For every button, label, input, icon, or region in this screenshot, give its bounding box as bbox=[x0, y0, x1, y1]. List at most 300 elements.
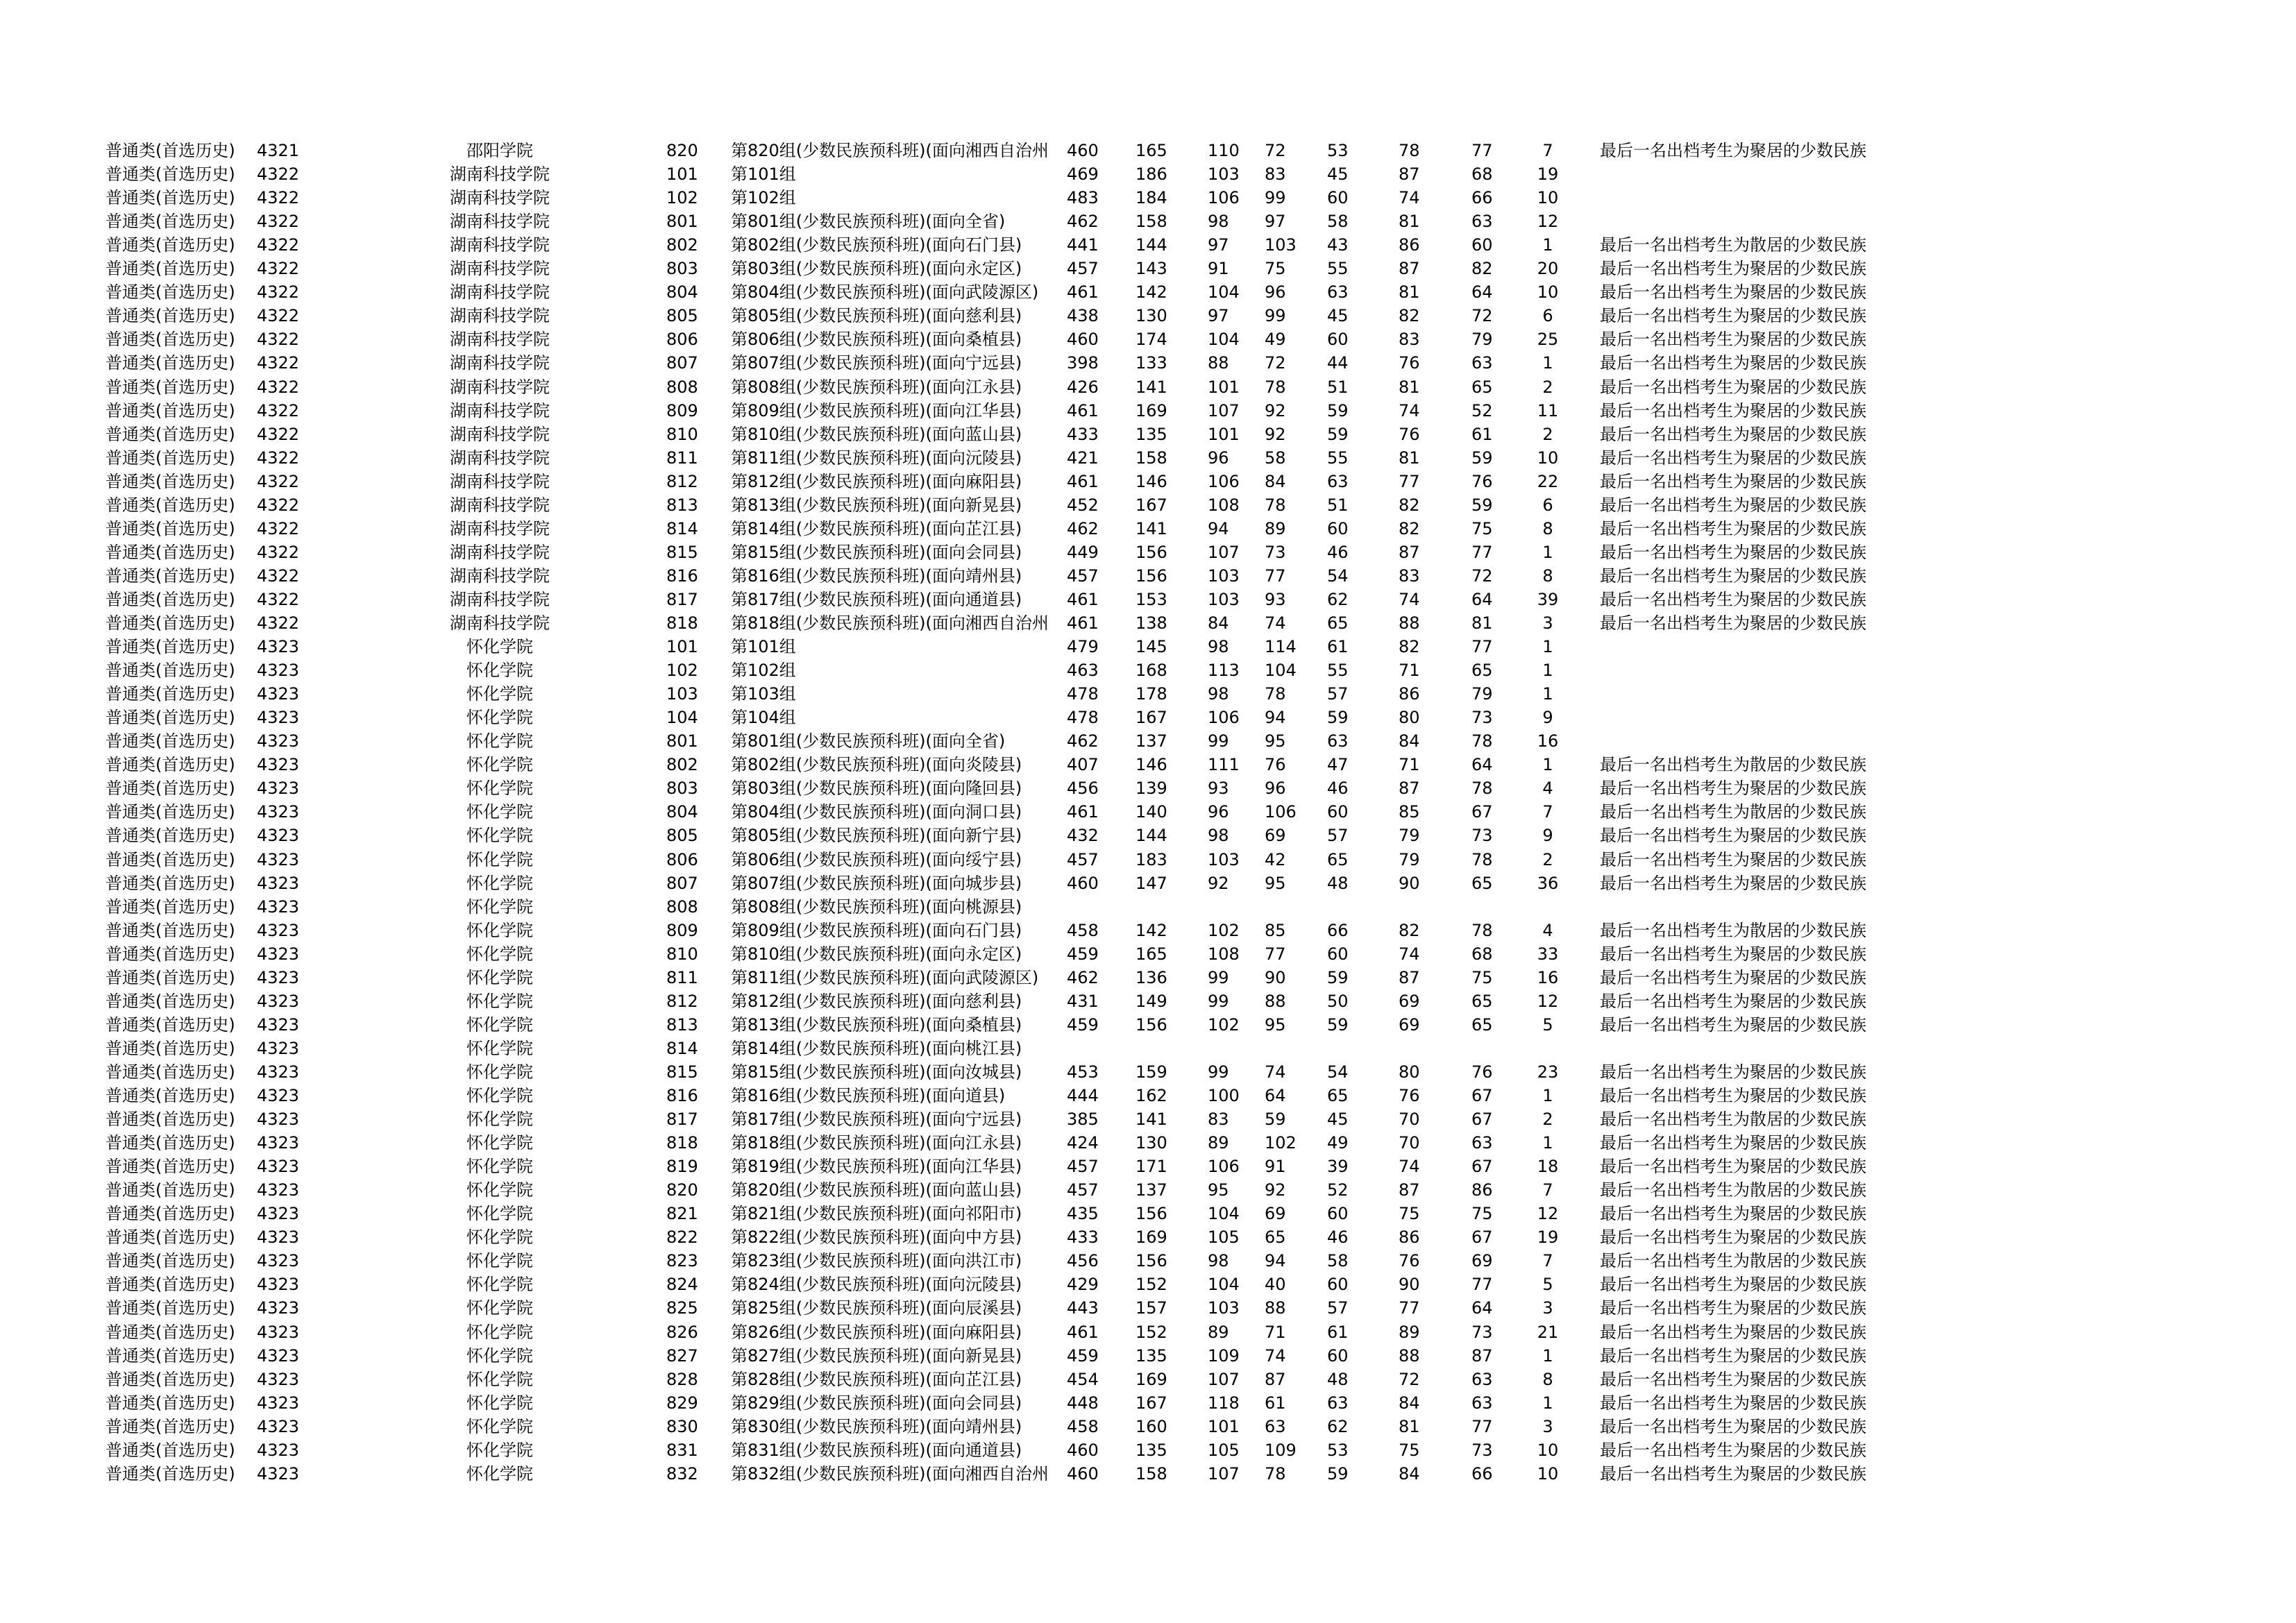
school-code-cell: 4322 bbox=[257, 424, 300, 444]
count-cell: 2 bbox=[1542, 849, 1553, 869]
score-col-7-cell: 75 bbox=[1471, 518, 1493, 538]
category-cell: 普通类(首选历史) bbox=[105, 755, 235, 775]
score-col-4-cell: 85 bbox=[1265, 920, 1286, 940]
score-col-5-cell: 49 bbox=[1327, 1133, 1349, 1153]
total-score-cell: 407 bbox=[1067, 755, 1099, 775]
group-name-cell: 第805组(少数民族预科班)(面向慈利县) bbox=[731, 306, 1022, 326]
score-col-6-cell: 88 bbox=[1399, 1345, 1420, 1366]
total-score-cell: 452 bbox=[1067, 495, 1099, 515]
score-col-3-cell: 104 bbox=[1208, 1275, 1240, 1295]
score-col-4-cell: 93 bbox=[1265, 589, 1286, 609]
remark-cell bbox=[1600, 162, 1891, 186]
category-cell: 普通类(首选历史) bbox=[105, 637, 235, 657]
category-cell: 普通类(首选历史) bbox=[105, 235, 235, 255]
school-code-cell: 4322 bbox=[257, 188, 300, 208]
score-col-5-cell: 61 bbox=[1327, 1322, 1349, 1342]
score-col-7-cell: 65 bbox=[1471, 661, 1493, 681]
remark-cell: 最后一名出档考生为散居的少数民族 bbox=[1600, 1251, 1866, 1271]
school-name-cell: 湖南科技学院 bbox=[450, 448, 550, 468]
group-name-cell: 第815组(少数民族预科班)(面向会同县) bbox=[731, 542, 1022, 562]
total-score-cell: 459 bbox=[1067, 944, 1099, 964]
school-code-cell: 4323 bbox=[257, 731, 300, 751]
score-col-3-cell: 99 bbox=[1208, 731, 1229, 751]
remark-cell: 最后一名出档考生为聚居的少数民族 bbox=[1600, 1393, 1866, 1413]
count-cell: 10 bbox=[1537, 188, 1559, 208]
school-name-cell: 湖南科技学院 bbox=[450, 212, 550, 232]
school-name-cell: 怀化学院 bbox=[466, 637, 533, 657]
table-row bbox=[0, 1273, 2296, 1296]
score-col-2-cell: 169 bbox=[1136, 1227, 1167, 1248]
group-name-cell: 第828组(少数民族预科班)(面向芷江县) bbox=[731, 1369, 1022, 1389]
count-cell: 36 bbox=[1537, 873, 1559, 893]
remark-cell: 最后一名出档考生为散居的少数民族 bbox=[1600, 755, 1866, 775]
score-col-5-cell: 60 bbox=[1327, 518, 1349, 538]
group-code-cell: 810 bbox=[666, 944, 698, 964]
group-name-cell: 第804组(少数民族预科班)(面向武陵源区) bbox=[731, 282, 1039, 303]
score-col-5-cell: 48 bbox=[1327, 873, 1349, 893]
score-col-3-cell: 104 bbox=[1208, 330, 1240, 350]
score-col-6-cell bbox=[1399, 895, 1447, 919]
score-col-7-cell: 76 bbox=[1471, 471, 1493, 491]
remark-cell bbox=[1600, 895, 1891, 919]
score-col-6-cell: 79 bbox=[1399, 826, 1420, 846]
score-col-4-cell: 78 bbox=[1265, 377, 1286, 397]
score-col-7-cell: 63 bbox=[1471, 212, 1493, 232]
score-col-7-cell bbox=[1471, 895, 1520, 919]
school-code-cell: 4323 bbox=[257, 661, 300, 681]
score-col-6-cell: 87 bbox=[1399, 779, 1420, 799]
count-cell: 1 bbox=[1542, 1345, 1553, 1366]
group-code-cell: 102 bbox=[666, 661, 698, 681]
score-col-2-cell: 141 bbox=[1136, 518, 1167, 538]
count-cell: 8 bbox=[1542, 518, 1553, 538]
score-col-3-cell: 107 bbox=[1208, 542, 1240, 562]
count-cell: 8 bbox=[1542, 1369, 1553, 1389]
group-code-cell: 814 bbox=[666, 518, 698, 538]
score-col-2-cell: 137 bbox=[1136, 1180, 1167, 1200]
school-code-cell: 4323 bbox=[257, 1322, 300, 1342]
table-row bbox=[0, 729, 2296, 753]
school-name-cell: 怀化学院 bbox=[466, 1440, 533, 1460]
score-col-6-cell: 74 bbox=[1399, 1157, 1420, 1177]
score-col-3-cell: 110 bbox=[1208, 141, 1240, 160]
school-name-cell: 湖南科技学院 bbox=[450, 613, 550, 633]
score-col-4-cell: 74 bbox=[1265, 1062, 1286, 1082]
category-cell: 普通类(首选历史) bbox=[105, 330, 235, 350]
score-col-6-cell: 87 bbox=[1399, 259, 1420, 279]
score-col-4-cell: 92 bbox=[1265, 1180, 1286, 1200]
total-score-cell: 478 bbox=[1067, 708, 1099, 728]
remark-cell: 最后一名出档考生为聚居的少数民族 bbox=[1600, 1227, 1866, 1248]
school-name-cell: 湖南科技学院 bbox=[450, 542, 550, 562]
group-name-cell: 第812组(少数民族预科班)(面向麻阳县) bbox=[731, 471, 1022, 491]
category-cell: 普通类(首选历史) bbox=[105, 141, 235, 160]
count-cell: 10 bbox=[1537, 448, 1559, 468]
table-row bbox=[0, 375, 2296, 399]
group-name-cell: 第832组(少数民族预科班)(面向湘西自治州 bbox=[731, 1463, 1049, 1484]
school-code-cell: 4323 bbox=[257, 967, 300, 987]
score-col-5-cell: 60 bbox=[1327, 944, 1349, 964]
score-col-7-cell: 73 bbox=[1471, 708, 1493, 728]
school-code-cell: 4322 bbox=[257, 306, 300, 326]
score-col-3-cell: 98 bbox=[1208, 826, 1229, 846]
group-name-cell: 第822组(少数民族预科班)(面向中方县) bbox=[731, 1227, 1022, 1248]
total-score-cell: 449 bbox=[1067, 542, 1099, 562]
group-name-cell: 第807组(少数民族预科班)(面向宁远县) bbox=[731, 353, 1022, 373]
score-col-4-cell: 40 bbox=[1265, 1275, 1286, 1295]
score-col-6-cell: 79 bbox=[1399, 849, 1420, 869]
score-col-7-cell: 63 bbox=[1471, 1393, 1493, 1413]
count-cell: 1 bbox=[1542, 235, 1553, 255]
group-name-cell: 第806组(少数民族预科班)(面向桑植县) bbox=[731, 330, 1022, 350]
group-code-cell: 804 bbox=[666, 282, 698, 303]
total-score-cell: 460 bbox=[1067, 1440, 1099, 1460]
group-code-cell: 806 bbox=[666, 330, 698, 350]
group-name-cell: 第816组(少数民族预科班)(面向靖州县) bbox=[731, 566, 1022, 586]
school-name-cell: 怀化学院 bbox=[466, 849, 533, 869]
count-cell: 1 bbox=[1542, 755, 1553, 775]
score-col-7-cell: 73 bbox=[1471, 826, 1493, 846]
score-col-5-cell bbox=[1327, 895, 1376, 919]
group-code-cell: 809 bbox=[666, 400, 698, 420]
score-col-3-cell: 99 bbox=[1208, 1062, 1229, 1082]
score-col-4-cell: 75 bbox=[1265, 259, 1286, 279]
remark-cell: 最后一名出档考生为聚居的少数民族 bbox=[1600, 613, 1866, 633]
score-col-6-cell: 87 bbox=[1399, 542, 1420, 562]
score-col-2-cell: 142 bbox=[1136, 920, 1167, 940]
category-cell: 普通类(首选历史) bbox=[105, 1157, 235, 1177]
score-col-6-cell: 71 bbox=[1399, 661, 1420, 681]
score-col-7-cell: 78 bbox=[1471, 779, 1493, 799]
group-name-cell: 第807组(少数民族预科班)(面向城步县) bbox=[731, 873, 1022, 893]
total-score-cell: 462 bbox=[1067, 518, 1099, 538]
score-col-5-cell: 51 bbox=[1327, 377, 1349, 397]
total-score-cell: 438 bbox=[1067, 306, 1099, 326]
count-cell: 1 bbox=[1542, 1133, 1553, 1153]
score-col-3-cell: 83 bbox=[1208, 1110, 1229, 1130]
score-col-2-cell: 147 bbox=[1136, 873, 1167, 893]
score-col-7-cell: 63 bbox=[1471, 353, 1493, 373]
count-cell: 10 bbox=[1537, 1440, 1559, 1460]
score-col-4-cell: 83 bbox=[1265, 164, 1286, 185]
score-col-3-cell: 109 bbox=[1208, 1345, 1240, 1366]
score-col-2-cell: 168 bbox=[1136, 661, 1167, 681]
total-score-cell: 456 bbox=[1067, 779, 1099, 799]
total-score-cell: 443 bbox=[1067, 1298, 1099, 1318]
total-score-cell: 469 bbox=[1067, 164, 1099, 185]
group-code-cell: 821 bbox=[666, 1204, 698, 1224]
score-col-4-cell: 102 bbox=[1265, 1133, 1297, 1153]
score-col-5-cell: 57 bbox=[1327, 684, 1349, 704]
remark-cell: 最后一名出档考生为聚居的少数民族 bbox=[1600, 448, 1866, 468]
category-cell: 普通类(首选历史) bbox=[105, 1204, 235, 1224]
school-name-cell: 邵阳学院 bbox=[466, 141, 533, 160]
table-row bbox=[0, 848, 2296, 872]
group-code-cell: 826 bbox=[666, 1322, 698, 1342]
score-col-2-cell: 149 bbox=[1136, 991, 1167, 1011]
school-code-cell: 4323 bbox=[257, 1393, 300, 1413]
score-col-6-cell: 90 bbox=[1399, 873, 1420, 893]
score-col-5-cell: 58 bbox=[1327, 212, 1349, 232]
school-name-cell: 湖南科技学院 bbox=[450, 330, 550, 350]
score-col-3-cell: 105 bbox=[1208, 1440, 1240, 1460]
score-col-3-cell: 104 bbox=[1208, 1204, 1240, 1224]
score-col-7-cell: 69 bbox=[1471, 1251, 1493, 1271]
school-code-cell: 4322 bbox=[257, 330, 300, 350]
remark-cell: 最后一名出档考生为聚居的少数民族 bbox=[1600, 873, 1866, 893]
school-name-cell: 怀化学院 bbox=[466, 920, 533, 940]
school-code-cell: 4323 bbox=[257, 944, 300, 964]
category-cell: 普通类(首选历史) bbox=[105, 282, 235, 303]
score-col-6-cell: 84 bbox=[1399, 1463, 1420, 1484]
remark-cell bbox=[1600, 186, 1891, 210]
category-cell: 普通类(首选历史) bbox=[105, 1133, 235, 1153]
group-code-cell: 820 bbox=[666, 1180, 698, 1200]
count-cell: 2 bbox=[1542, 1110, 1553, 1130]
category-cell: 普通类(首选历史) bbox=[105, 188, 235, 208]
count-cell: 4 bbox=[1542, 920, 1553, 940]
score-col-5-cell: 59 bbox=[1327, 400, 1349, 420]
total-score-cell: 462 bbox=[1067, 731, 1099, 751]
table-row bbox=[0, 611, 2296, 635]
score-col-5-cell: 63 bbox=[1327, 282, 1349, 303]
count-cell: 6 bbox=[1542, 306, 1553, 326]
score-col-5-cell: 39 bbox=[1327, 1157, 1349, 1177]
score-col-4-cell: 59 bbox=[1265, 1110, 1286, 1130]
score-col-6-cell: 76 bbox=[1399, 1251, 1420, 1271]
count-cell: 1 bbox=[1542, 661, 1553, 681]
score-col-5-cell: 47 bbox=[1327, 755, 1349, 775]
count-cell: 1 bbox=[1542, 637, 1553, 657]
school-code-cell: 4322 bbox=[257, 566, 300, 586]
score-col-5-cell: 52 bbox=[1327, 1180, 1349, 1200]
category-cell: 普通类(首选历史) bbox=[105, 1298, 235, 1318]
school-name-cell: 怀化学院 bbox=[466, 684, 533, 704]
remark-cell: 最后一名出档考生为聚居的少数民族 bbox=[1600, 282, 1866, 303]
group-code-cell: 816 bbox=[666, 1086, 698, 1105]
table-row bbox=[0, 1060, 2296, 1084]
count-cell: 7 bbox=[1542, 802, 1553, 822]
group-name-cell: 第812组(少数民族预科班)(面向慈利县) bbox=[731, 991, 1022, 1011]
group-name-cell: 第802组(少数民族预科班)(面向石门县) bbox=[731, 235, 1022, 255]
score-col-5-cell: 60 bbox=[1327, 188, 1349, 208]
score-col-2-cell: 174 bbox=[1136, 330, 1167, 350]
count-cell: 2 bbox=[1542, 424, 1553, 444]
table-row bbox=[0, 1084, 2296, 1107]
school-name-cell: 怀化学院 bbox=[466, 1086, 533, 1105]
school-code-cell: 4323 bbox=[257, 779, 300, 799]
group-code-cell: 805 bbox=[666, 306, 698, 326]
group-code-cell: 808 bbox=[666, 897, 698, 917]
school-name-cell: 怀化学院 bbox=[466, 1345, 533, 1366]
category-cell: 普通类(首选历史) bbox=[105, 212, 235, 232]
score-col-2-cell: 157 bbox=[1136, 1298, 1167, 1318]
score-col-3-cell: 88 bbox=[1208, 353, 1229, 373]
group-name-cell: 第810组(少数民族预科班)(面向蓝山县) bbox=[731, 424, 1022, 444]
table-row bbox=[0, 470, 2296, 493]
score-col-7-cell: 77 bbox=[1471, 1416, 1493, 1436]
score-col-2-cell: 153 bbox=[1136, 589, 1167, 609]
total-score-cell: 385 bbox=[1067, 1110, 1099, 1130]
score-col-4-cell: 73 bbox=[1265, 542, 1286, 562]
table-row bbox=[0, 1415, 2296, 1438]
table-row bbox=[0, 989, 2296, 1013]
score-col-3-cell: 92 bbox=[1208, 873, 1229, 893]
remark-cell: 最后一名出档考生为聚居的少数民族 bbox=[1600, 1440, 1866, 1460]
remark-cell: 最后一名出档考生为聚居的少数民族 bbox=[1600, 495, 1866, 515]
school-name-cell: 怀化学院 bbox=[466, 944, 533, 964]
group-name-cell: 第824组(少数民族预科班)(面向沅陵县) bbox=[731, 1275, 1022, 1295]
score-col-3-cell: 96 bbox=[1208, 802, 1229, 822]
table-row bbox=[0, 186, 2296, 210]
category-cell: 普通类(首选历史) bbox=[105, 448, 235, 468]
group-name-cell: 第808组(少数民族预科班)(面向桃源县) bbox=[731, 897, 1022, 917]
score-col-7-cell: 65 bbox=[1471, 991, 1493, 1011]
score-col-4-cell: 97 bbox=[1265, 212, 1286, 232]
score-col-2-cell: 144 bbox=[1136, 826, 1167, 846]
score-col-3-cell: 99 bbox=[1208, 967, 1229, 987]
score-col-5-cell: 63 bbox=[1327, 471, 1349, 491]
category-cell: 普通类(首选历史) bbox=[105, 944, 235, 964]
total-score-cell: 459 bbox=[1067, 1345, 1099, 1366]
school-code-cell: 4323 bbox=[257, 1463, 300, 1484]
group-code-cell: 817 bbox=[666, 589, 698, 609]
table-row bbox=[0, 493, 2296, 517]
score-col-6-cell: 85 bbox=[1399, 802, 1420, 822]
score-col-6-cell: 86 bbox=[1399, 684, 1420, 704]
category-cell: 普通类(首选历史) bbox=[105, 991, 235, 1011]
table-row bbox=[0, 328, 2296, 351]
score-col-5-cell: 54 bbox=[1327, 1062, 1349, 1082]
group-code-cell: 813 bbox=[666, 1014, 698, 1035]
score-col-2-cell: 139 bbox=[1136, 779, 1167, 799]
remark-cell: 最后一名出档考生为聚居的少数民族 bbox=[1600, 967, 1866, 987]
score-col-7-cell: 65 bbox=[1471, 377, 1493, 397]
score-col-6-cell: 87 bbox=[1399, 164, 1420, 185]
score-col-3-cell: 107 bbox=[1208, 400, 1240, 420]
school-name-cell: 怀化学院 bbox=[466, 1322, 533, 1342]
category-cell: 普通类(首选历史) bbox=[105, 613, 235, 633]
score-col-6-cell: 80 bbox=[1399, 1062, 1420, 1082]
score-col-2-cell: 135 bbox=[1136, 1345, 1167, 1366]
table-row bbox=[0, 682, 2296, 706]
school-name-cell: 怀化学院 bbox=[466, 1014, 533, 1035]
score-col-6-cell: 72 bbox=[1399, 1369, 1420, 1389]
group-code-cell: 811 bbox=[666, 448, 698, 468]
category-cell: 普通类(首选历史) bbox=[105, 1014, 235, 1035]
remark-cell: 最后一名出档考生为聚居的少数民族 bbox=[1600, 471, 1866, 491]
score-col-2-cell: 130 bbox=[1136, 306, 1167, 326]
school-code-cell: 4321 bbox=[257, 141, 300, 160]
category-cell: 普通类(首选历史) bbox=[105, 1369, 235, 1389]
group-name-cell: 第817组(少数民族预科班)(面向宁远县) bbox=[731, 1110, 1022, 1130]
score-col-7-cell: 64 bbox=[1471, 282, 1493, 303]
category-cell: 普通类(首选历史) bbox=[105, 661, 235, 681]
count-cell: 12 bbox=[1537, 991, 1559, 1011]
school-code-cell: 4323 bbox=[257, 897, 300, 917]
remark-cell: 最后一名出档考生为聚居的少数民族 bbox=[1600, 849, 1866, 869]
score-col-2-cell: 167 bbox=[1136, 1393, 1167, 1413]
score-col-2-cell: 158 bbox=[1136, 1463, 1167, 1484]
group-name-cell: 第831组(少数民族预科班)(面向通道县) bbox=[731, 1440, 1022, 1460]
school-code-cell: 4322 bbox=[257, 353, 300, 373]
school-name-cell: 怀化学院 bbox=[466, 708, 533, 728]
category-cell: 普通类(首选历史) bbox=[105, 708, 235, 728]
score-col-4-cell: 42 bbox=[1265, 849, 1286, 869]
score-col-2-cell: 169 bbox=[1136, 1369, 1167, 1389]
group-code-cell: 802 bbox=[666, 755, 698, 775]
score-col-6-cell: 77 bbox=[1399, 471, 1420, 491]
school-code-cell: 4323 bbox=[257, 1275, 300, 1295]
count-cell: 12 bbox=[1537, 1204, 1559, 1224]
category-cell: 普通类(首选历史) bbox=[105, 1062, 235, 1082]
score-col-7-cell: 82 bbox=[1471, 259, 1493, 279]
school-code-cell: 4323 bbox=[257, 873, 300, 893]
score-col-6-cell: 78 bbox=[1399, 141, 1420, 160]
category-cell: 普通类(首选历史) bbox=[105, 566, 235, 586]
table-row bbox=[0, 517, 2296, 541]
total-score-cell: 457 bbox=[1067, 566, 1099, 586]
group-code-cell: 830 bbox=[666, 1416, 698, 1436]
score-col-2-cell: 159 bbox=[1136, 1062, 1167, 1082]
score-col-7-cell: 78 bbox=[1471, 920, 1493, 940]
score-col-2-cell: 140 bbox=[1136, 802, 1167, 822]
group-code-cell: 813 bbox=[666, 495, 698, 515]
school-code-cell: 4322 bbox=[257, 471, 300, 491]
score-col-3-cell: 98 bbox=[1208, 1251, 1229, 1271]
score-col-2-cell bbox=[1136, 1037, 1184, 1060]
group-code-cell: 825 bbox=[666, 1298, 698, 1318]
total-score-cell: 444 bbox=[1067, 1086, 1099, 1105]
total-score-cell: 456 bbox=[1067, 1251, 1099, 1271]
score-col-7-cell: 68 bbox=[1471, 164, 1493, 185]
count-cell: 11 bbox=[1537, 400, 1559, 420]
count-cell: 5 bbox=[1542, 1014, 1553, 1035]
school-name-cell: 怀化学院 bbox=[466, 826, 533, 846]
category-cell: 普通类(首选历史) bbox=[105, 849, 235, 869]
table-row bbox=[0, 800, 2296, 824]
score-col-7-cell: 77 bbox=[1471, 637, 1493, 657]
school-code-cell: 4323 bbox=[257, 1038, 300, 1058]
score-col-5-cell: 62 bbox=[1327, 589, 1349, 609]
group-name-cell: 第809组(少数民族预科班)(面向江华县) bbox=[731, 400, 1022, 420]
score-col-5-cell: 62 bbox=[1327, 1416, 1349, 1436]
category-cell: 普通类(首选历史) bbox=[105, 873, 235, 893]
score-col-5-cell: 59 bbox=[1327, 708, 1349, 728]
score-col-2-cell: 156 bbox=[1136, 1204, 1167, 1224]
school-code-cell: 4323 bbox=[257, 1110, 300, 1130]
count-cell: 1 bbox=[1542, 1086, 1553, 1105]
school-name-cell: 怀化学院 bbox=[466, 1157, 533, 1177]
score-col-4-cell: 74 bbox=[1265, 613, 1286, 633]
group-code-cell: 806 bbox=[666, 849, 698, 869]
score-col-6-cell: 81 bbox=[1399, 212, 1420, 232]
score-col-7-cell: 61 bbox=[1471, 424, 1493, 444]
score-col-3-cell: 98 bbox=[1208, 637, 1229, 657]
remark-cell: 最后一名出档考生为散居的少数民族 bbox=[1600, 235, 1866, 255]
score-col-4-cell: 88 bbox=[1265, 991, 1286, 1011]
score-col-2-cell: 152 bbox=[1136, 1275, 1167, 1295]
score-col-4-cell: 94 bbox=[1265, 1251, 1286, 1271]
score-col-5-cell: 55 bbox=[1327, 661, 1349, 681]
score-col-2-cell: 135 bbox=[1136, 424, 1167, 444]
remark-cell: 最后一名出档考生为聚居的少数民族 bbox=[1600, 991, 1866, 1011]
score-col-6-cell: 82 bbox=[1399, 637, 1420, 657]
group-name-cell: 第815组(少数民族预科班)(面向汝城县) bbox=[731, 1062, 1022, 1082]
school-name-cell: 湖南科技学院 bbox=[450, 259, 550, 279]
school-code-cell: 4323 bbox=[257, 802, 300, 822]
score-col-3-cell: 103 bbox=[1208, 589, 1240, 609]
